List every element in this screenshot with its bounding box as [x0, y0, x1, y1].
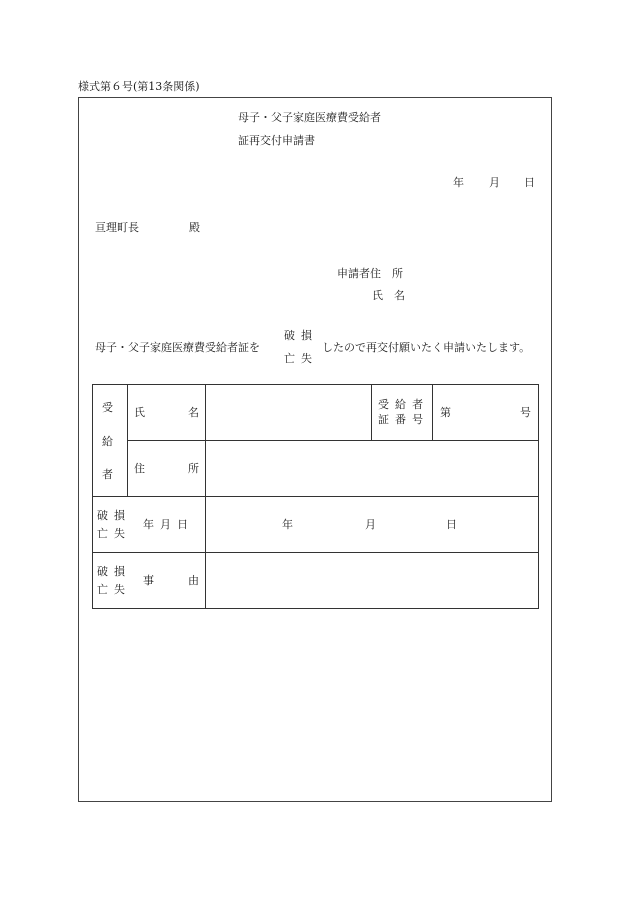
recipient-char-1: 受: [102, 401, 113, 414]
name-label-2: 名: [188, 406, 199, 419]
cert-value-prefix: 第: [440, 406, 451, 419]
addressee: 亘理町長: [95, 221, 139, 234]
statement-option-lost: 亡失: [284, 352, 319, 365]
recipient-char-3: 者: [102, 468, 113, 481]
applicant-name-label: 氏 名: [372, 289, 405, 302]
name-value-field[interactable]: [206, 385, 371, 440]
table-border-right: [538, 384, 539, 609]
statement-suffix: したので再交付願いたく申請いたします。: [322, 341, 531, 354]
damage-date-month: 月: [365, 518, 376, 531]
damage-date-label: 年月日: [143, 518, 195, 531]
address-label-1: 住: [134, 462, 145, 475]
address-value-field[interactable]: [206, 441, 538, 496]
cert-label-line1: 受給者: [378, 398, 430, 411]
table-border-left: [92, 384, 93, 609]
form-title-line2: 証再交付申請書: [238, 134, 315, 147]
table-line-cert-left: [371, 384, 372, 441]
address-label-2: 所: [188, 462, 199, 475]
damage-date-day: 日: [446, 518, 457, 531]
statement-option-damaged: 破損: [284, 329, 319, 342]
form-number: 様式第６号(第13条関係): [78, 80, 200, 93]
form-title-line1: 母子・父子家庭医療費受給者: [238, 111, 381, 124]
reason-label-1: 事: [143, 574, 154, 587]
table-border-bottom: [92, 608, 539, 609]
honorific: 殿: [189, 221, 200, 234]
date-month-label: 月: [489, 176, 500, 189]
date-day-label: 日: [524, 176, 535, 189]
statement-prefix: 母子・父子家庭医療費受給者証を: [95, 341, 260, 354]
name-label-1: 氏: [134, 406, 145, 419]
damage-date-year: 年: [282, 518, 293, 531]
cert-label-line2: 証番号: [378, 413, 430, 426]
applicant-address-label: 申請者住 所: [337, 267, 403, 280]
cert-value-suffix: 号: [520, 406, 531, 419]
date-year-label: 年: [453, 176, 464, 189]
damage-line2: 亡失: [97, 527, 132, 540]
reason-damage-line1: 破損: [97, 565, 132, 578]
reason-value-field[interactable]: [206, 553, 538, 608]
reason-label-2: 由: [188, 574, 199, 587]
reason-damage-line2: 亡失: [97, 583, 132, 596]
recipient-char-2: 給: [102, 435, 113, 448]
table-line-recipient: [127, 384, 128, 497]
damage-line1: 破損: [97, 509, 132, 522]
